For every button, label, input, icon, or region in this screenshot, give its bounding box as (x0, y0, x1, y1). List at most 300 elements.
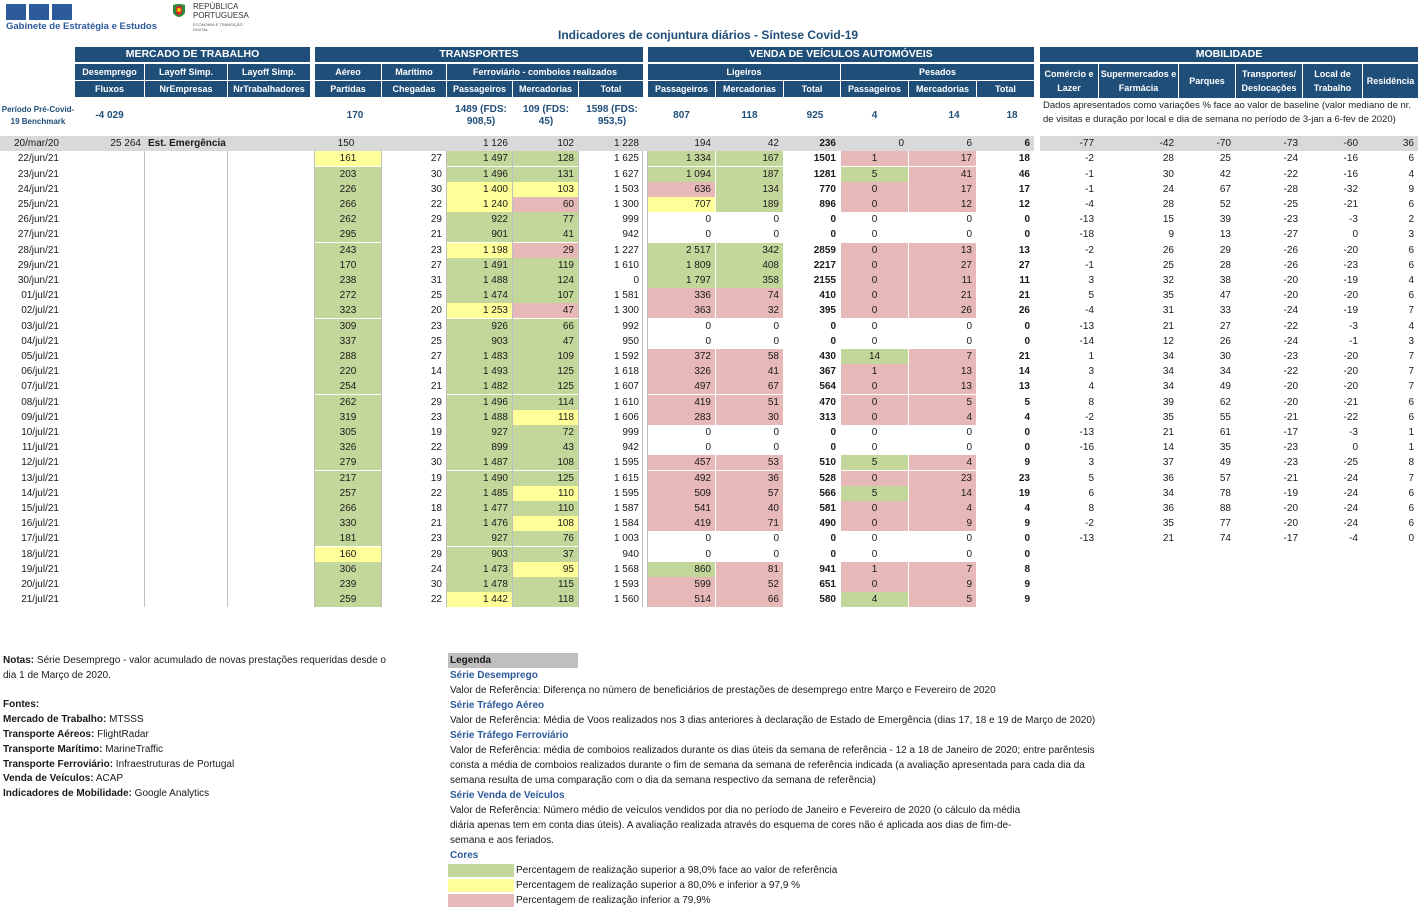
cell-mar: 23 (430, 320, 442, 332)
bm-l-passageiros: 807 (673, 110, 690, 121)
cell-aer: 220 (315, 364, 381, 379)
cell-lp: 419 (648, 516, 715, 531)
cell-pp: 0 (871, 320, 878, 332)
cell-m0: -4 (1085, 305, 1094, 317)
notas-text: Série Desemprego - valor acumulado de novas prestações requeridas desde o dia 1 de Março de 2020. (3, 655, 386, 681)
cell-fp: 899 (447, 440, 512, 455)
cell-pp: 0 (871, 548, 878, 560)
cell-pp: 0 (871, 214, 878, 226)
cell-m4: -24 (1343, 502, 1358, 514)
cell-lm: 167 (716, 151, 783, 166)
cell-mar: 29 (430, 396, 442, 408)
cell-pm: 41 (909, 167, 976, 182)
cell-pp: 5 (841, 455, 908, 470)
cell-pt: 9 (1024, 594, 1030, 606)
cell-lp: 636 (648, 182, 715, 197)
cell-aer: 254 (315, 379, 381, 394)
cell-mar: 21 (430, 518, 442, 530)
column-separator (381, 151, 382, 607)
cell-mar: 30 (430, 168, 442, 180)
cell-lm: 30 (716, 410, 783, 425)
cell-m1: 34 (1162, 366, 1174, 378)
cell-lp: 860 (648, 562, 715, 577)
cell-fp: 1 496 (447, 167, 512, 182)
cell-m3: -24 (1283, 153, 1298, 165)
cell-m3: -21 (1283, 472, 1298, 484)
cell-pm: 4 (909, 501, 976, 516)
cell-m2: 13 (1219, 229, 1231, 241)
cell-m2: 77 (1219, 518, 1231, 530)
section-venda: VENDA DE VEÍCULOS AUTOMÓVEIS (648, 47, 1034, 62)
cell-pp: 0 (898, 138, 904, 149)
cell-m5: 6 (1408, 153, 1414, 165)
column-separator (446, 151, 447, 607)
cell-m5: 7 (1408, 472, 1414, 484)
cell-lt: 0 (830, 533, 836, 545)
cell-m3: -26 (1283, 259, 1298, 271)
gee-logo (6, 4, 72, 20)
cell-lm: 52 (716, 577, 783, 592)
cell-m0: -13 (1079, 533, 1094, 545)
cell-ft: 950 (622, 335, 639, 347)
cell-m0: -14 (1079, 335, 1094, 347)
cell-lm: 58 (716, 349, 783, 364)
cell-m2: 29 (1219, 244, 1231, 256)
cell-ft: 1 300 (613, 198, 639, 210)
cell-m5: 3 (1408, 229, 1414, 241)
cell-m5: 6 (1408, 502, 1414, 514)
cell-m3: -28 (1283, 183, 1298, 195)
hdr-f-passageiros: Passageiros (447, 81, 512, 97)
cell-fm: 118 (513, 592, 578, 607)
cell-m4: 0 (1352, 442, 1358, 454)
section-mobilidade: MOBILIDADE (1040, 47, 1418, 62)
cell-pt: 0 (1024, 229, 1030, 241)
cell-aer: 295 (315, 227, 381, 242)
rep-name: REPÚBLICA PORTUGUESA (193, 2, 249, 20)
color-swatch (448, 879, 514, 892)
source-value: ACAP (93, 773, 124, 785)
cell-date: 05/jul/21 (21, 350, 59, 362)
cell-fp: 1 474 (447, 288, 512, 303)
hdr-desemprego: Desemprego (75, 64, 144, 80)
cell-pt: 13 (1018, 381, 1030, 393)
cell-pt: 0 (1024, 335, 1030, 347)
cell-ft: 1 503 (613, 183, 639, 195)
cell-date: 15/jul/21 (21, 502, 59, 514)
cell-m5: 6 (1408, 290, 1414, 302)
cell-lt: 313 (819, 411, 836, 423)
cell-lt: 896 (819, 198, 836, 210)
source-label: Transporte Marítimo: (3, 743, 103, 755)
cell-m2: 39 (1219, 214, 1231, 226)
cell-m0: -77 (1079, 138, 1094, 149)
bm-partidas: 170 (346, 110, 364, 121)
cell-mar: 27 (430, 259, 442, 271)
cell-m0: 8 (1088, 396, 1094, 408)
cell-fm: 66 (513, 319, 578, 334)
color-swatch (448, 894, 514, 907)
cell-m5: 7 (1408, 350, 1414, 362)
cell-fp: 903 (447, 547, 512, 562)
cell-aer: 337 (315, 334, 381, 349)
cell-lp: 372 (648, 349, 715, 364)
color-description: Percentagem de realização inferior a 79,9% (516, 895, 711, 906)
cell-pt: 9 (1024, 457, 1030, 469)
cell-aer: 160 (315, 547, 381, 562)
cell-mar: 29 (430, 548, 442, 560)
cell-mar: 18 (430, 502, 442, 514)
cell-fp: 1 442 (447, 592, 512, 607)
cell-m2: 61 (1219, 426, 1231, 438)
cell-lm: 0 (773, 335, 779, 347)
cell-lm: 36 (716, 471, 783, 486)
cell-ft: 1 560 (613, 594, 639, 606)
cell-date: 20/mar/20 (13, 138, 59, 149)
cell-lp: 0 (705, 320, 711, 332)
cell-m1: 35 (1162, 290, 1174, 302)
cell-m3: -73 (1283, 138, 1298, 149)
cell-pm: 27 (909, 258, 976, 273)
legend-text: Valor de Referência: Média de Voos realizados nos 3 dias anteriores à declaração de Estado de Emergência (dias 17, 18 e 19 de Março de 2020) (450, 715, 1096, 726)
cell-m5: 9 (1408, 183, 1414, 195)
cell-pp: 5 (841, 167, 908, 182)
cell-fp: 1 126 (482, 138, 508, 149)
cell-fp: 1 240 (447, 197, 512, 212)
cell-aer: 217 (315, 471, 381, 486)
cell-fp: 1 473 (447, 562, 512, 577)
cell-lp: 0 (705, 533, 711, 545)
cell-mar: 31 (430, 274, 442, 286)
cell-m1: 31 (1162, 305, 1174, 317)
hdr-pesados: Pesados (841, 64, 1034, 80)
cell-date: 13/jul/21 (21, 472, 59, 484)
cell-m0: -13 (1079, 426, 1094, 438)
cell-fm: 29 (513, 243, 578, 258)
cell-m4: -16 (1343, 153, 1358, 165)
cell-pp: 4 (841, 592, 908, 607)
cell-ft: 1 228 (613, 138, 639, 149)
source-label: Indicadores de Mobilidade: (3, 788, 132, 800)
hdr-mob-transportes: Transportes/ Deslocações (1236, 64, 1302, 98)
cell-fp: 927 (447, 425, 512, 440)
cell-pt: 0 (1024, 533, 1030, 545)
cell-pp: 1 (841, 562, 908, 577)
cell-mar: 23 (430, 533, 442, 545)
cell-ft: 1 592 (613, 350, 639, 362)
cell-m2: 42 (1219, 168, 1231, 180)
cell-m5: 6 (1408, 411, 1414, 423)
cell-lm: 0 (773, 320, 779, 332)
cell-pt: 4 (1024, 411, 1030, 423)
cell-m3: -21 (1283, 411, 1298, 423)
cell-m4: -25 (1343, 457, 1358, 469)
cell-pm: 13 (909, 364, 976, 379)
cell-ft: 1 227 (613, 244, 639, 256)
cell-pt: 14 (1018, 366, 1030, 378)
bm-f-total: 1598 (FDS: 953,5) (586, 104, 638, 127)
cell-m4: -32 (1343, 183, 1358, 195)
cell-lt: 410 (819, 290, 836, 302)
hdr-nrempresas: NrEmpresas (145, 81, 227, 97)
cell-pt: 9 (1024, 518, 1030, 530)
cell-lp: 1 797 (648, 273, 715, 288)
cell-aer: 170 (315, 258, 381, 273)
cell-m5: 6 (1408, 487, 1414, 499)
hdr-layoff-1: Layoff Simp. (145, 64, 227, 80)
cell-aer: 323 (315, 303, 381, 318)
cell-m3: -22 (1283, 366, 1298, 378)
cell-lm: 187 (716, 167, 783, 182)
legend-title: Legenda (448, 653, 578, 668)
cell-m4: -19 (1343, 305, 1358, 317)
cell-date: 28/jun/21 (17, 244, 59, 256)
cell-fm: 108 (513, 455, 578, 470)
cell-ft: 1 003 (613, 533, 639, 545)
cell-m4: 0 (1352, 229, 1358, 241)
cell-pm: 17 (909, 151, 976, 166)
cell-lt: 566 (819, 487, 836, 499)
cell-lm: 67 (716, 379, 783, 394)
cell-aer: 243 (315, 243, 381, 258)
cell-pp: 0 (841, 516, 908, 531)
cell-aer: 330 (315, 516, 381, 531)
cell-mar: 21 (430, 229, 442, 241)
cell-m5: 7 (1408, 366, 1414, 378)
cell-lt: 0 (830, 426, 836, 438)
cell-m4: -22 (1343, 411, 1358, 423)
cell-mar: 19 (430, 426, 442, 438)
cell-mar: 23 (430, 411, 442, 423)
cell-m1: 28 (1162, 153, 1174, 165)
cell-lp: 514 (648, 592, 715, 607)
hdr-mob-super: Supermercados e Farmácia (1099, 64, 1178, 98)
cell-m1: 21 (1162, 426, 1174, 438)
cell-m5: 3 (1408, 335, 1414, 347)
cell-mar: 25 (430, 335, 442, 347)
cell-pp: 0 (841, 379, 908, 394)
cell-m5: 36 (1402, 138, 1414, 149)
cell-date: 08/jul/21 (21, 396, 59, 408)
cell-m1: 37 (1162, 457, 1174, 469)
cell-ft: 1 618 (613, 366, 639, 378)
cell-m1: 35 (1162, 518, 1174, 530)
cell-fp: 1 476 (447, 516, 512, 531)
cell-m2: 74 (1219, 533, 1231, 545)
cell-ft: 1 625 (613, 153, 639, 165)
cell-pt: 0 (1024, 214, 1030, 226)
cell-lp: 194 (694, 138, 711, 149)
cell-pp: 0 (841, 197, 908, 212)
cell-pt: 0 (1024, 320, 1030, 332)
cell-fm: 43 (513, 440, 578, 455)
cell-m5: 7 (1408, 305, 1414, 317)
cell-fm: 119 (513, 258, 578, 273)
cell-date: 14/jul/21 (21, 487, 59, 499)
cell-lp: 326 (648, 364, 715, 379)
cell-aer: 309 (315, 319, 381, 334)
cell-date: 22/jun/21 (17, 153, 59, 165)
hdr-fluxos: Fluxos (75, 81, 144, 97)
cell-lp: 497 (648, 379, 715, 394)
sources-list (3, 713, 388, 802)
cell-fp: 1 485 (447, 486, 512, 501)
cell-mar: 21 (430, 381, 442, 393)
cell-m0: 6 (1088, 487, 1094, 499)
cell-pm: 12 (909, 197, 976, 212)
legend-heading: Série Tráfego Ferroviário (450, 730, 569, 741)
cell-m4: -20 (1343, 350, 1358, 362)
cell-lt: 0 (830, 320, 836, 332)
legend-text: Valor de Referência: média de comboios realizados durante os dias úteis da semana de referência - 12 a 18 de Janeiro de 2020; entre parêntesis consta a média de comboios realizados durante o fim de semana da semana de referência indicada (a avaliação apresentada para cada dia da semana resulta de uma comparação com o dia da semana respectivo da semana de referência) (450, 745, 1095, 786)
cell-m0: -13 (1079, 320, 1094, 332)
cell-fm: 125 (513, 364, 578, 379)
cell-m0: 1 (1088, 350, 1094, 362)
cell-mar: 19 (430, 472, 442, 484)
cell-pt: 5 (1024, 396, 1030, 408)
cell-m2: 67 (1219, 183, 1231, 195)
cell-lm: 0 (773, 548, 779, 560)
cell-lp: 599 (648, 577, 715, 592)
cell-aer: 305 (315, 425, 381, 440)
color-description: Percentagem de realização superior a 80,0% e inferior a 97,9 % (516, 880, 801, 891)
cell-m3: -26 (1283, 244, 1298, 256)
cell-fm: 125 (513, 379, 578, 394)
cell-pm: 26 (909, 303, 976, 318)
cell-fm: 95 (513, 562, 578, 577)
cell-pm: 0 (966, 335, 972, 347)
cell-fm: 103 (513, 182, 578, 197)
cell-ft: 1 300 (613, 305, 639, 317)
cell-ft: 1 610 (613, 396, 639, 408)
cell-lt: 941 (819, 563, 836, 575)
cell-m1: 36 (1162, 502, 1174, 514)
cell-lm: 66 (716, 592, 783, 607)
cell-m2: 49 (1219, 381, 1231, 393)
cell-pp: 0 (841, 288, 908, 303)
cell-fp: 1 253 (447, 303, 512, 318)
hdr-f-total: Total (579, 81, 643, 97)
bm-fluxos: -4 029 (95, 110, 124, 121)
source-value: MTSSS (106, 714, 144, 726)
cell-aer: 319 (315, 410, 381, 425)
cell-aer: 226 (315, 182, 381, 197)
bm-l-mercadorias: 118 (741, 110, 758, 121)
cell-ft: 992 (622, 320, 639, 332)
cell-m1: 12 (1162, 335, 1174, 347)
cell-m0: -13 (1079, 214, 1094, 226)
cell-fp: 1 198 (447, 243, 512, 258)
cell-pt: 0 (1024, 442, 1030, 454)
cell-date: 02/jul/21 (21, 305, 59, 317)
hdr-l-total: Total (784, 81, 840, 97)
cell-fm: 118 (513, 410, 578, 425)
cell-lp: 1 809 (648, 258, 715, 273)
cell-pm: 17 (909, 182, 976, 197)
cell-pm: 4 (909, 455, 976, 470)
cell-m0: -1 (1085, 259, 1094, 271)
cell-lm: 81 (716, 562, 783, 577)
cell-pm: 9 (909, 516, 976, 531)
hdr-mob-residencia: Residência (1363, 64, 1418, 98)
column-separator (642, 151, 643, 607)
cell-lm: 42 (767, 138, 779, 149)
hdr-aereo: Aéreo (315, 64, 381, 80)
section-transportes: TRANSPORTES (315, 47, 643, 62)
cell-aer: 266 (315, 501, 381, 516)
source-value: MarineTraffic (102, 743, 164, 755)
org-name: Gabinete de Estratégia e Estudos (6, 21, 157, 32)
cell-pm: 5 (909, 395, 976, 410)
cell-lt: 1501 (813, 153, 836, 165)
cell-m4: -23 (1343, 259, 1358, 271)
cell-date: 24/jun/21 (17, 183, 59, 195)
cell-ft: 942 (622, 442, 639, 454)
cell-lp: 363 (648, 303, 715, 318)
cell-pm: 7 (909, 349, 976, 364)
cell-m1: 26 (1162, 244, 1174, 256)
cell-pm: 9 (909, 577, 976, 592)
cell-fp: 922 (447, 212, 512, 227)
cell-emp: Est. Emergência (148, 138, 226, 149)
cell-m3: -22 (1283, 168, 1298, 180)
source-item (3, 728, 388, 743)
cell-m0: 8 (1088, 502, 1094, 514)
cell-aer: 257 (315, 486, 381, 501)
cell-m4: -3 (1349, 214, 1358, 226)
mobility-note: Dados apresentados como variações % face ao valor de baseline (valor mediano de nr. de visitas e duração por local e dia de semana no período de 3-jan a 6-fev de 2020) (1043, 100, 1412, 125)
cell-m2: 78 (1219, 487, 1231, 499)
cell-pm: 6 (966, 138, 972, 149)
cell-lm: 41 (716, 364, 783, 379)
cell-m4: -3 (1349, 320, 1358, 332)
cell-fm: 47 (513, 303, 578, 318)
cell-lm: 57 (716, 486, 783, 501)
cell-lm: 40 (716, 501, 783, 516)
cell-m0: -16 (1079, 442, 1094, 454)
cell-m1: -42 (1159, 138, 1174, 149)
cell-mar: 22 (430, 198, 442, 210)
cell-lt: 395 (819, 305, 836, 317)
cell-lp: 0 (705, 214, 711, 226)
cell-ft: 942 (622, 229, 639, 241)
cell-pm: 23 (909, 471, 976, 486)
legend-color-item (448, 878, 1098, 893)
source-item (3, 772, 388, 787)
cell-m0: -2 (1085, 153, 1094, 165)
legend-color-item (448, 893, 1098, 908)
cell-pt: 13 (1018, 244, 1030, 256)
cell-lm: 342 (716, 243, 783, 258)
cell-date: 01/jul/21 (21, 290, 59, 302)
cell-ft: 1 581 (613, 290, 639, 302)
column-separator (144, 151, 145, 607)
cell-pp: 0 (841, 410, 908, 425)
republic-emblem-icon (171, 3, 187, 22)
cell-fp: 1 477 (447, 501, 512, 516)
cell-lt: 430 (819, 350, 836, 362)
cell-pt: 8 (1024, 563, 1030, 575)
cell-lm: 408 (716, 258, 783, 273)
cell-m2: 28 (1219, 259, 1231, 271)
cell-lt: 0 (830, 442, 836, 454)
cell-m0: -2 (1085, 518, 1094, 530)
page-title: Indicadores de conjuntura diários - Síntese Covid-19 (558, 28, 859, 42)
cell-m5: 4 (1408, 274, 1414, 286)
source-value: FlightRadar (94, 728, 149, 740)
cell-pm: 14 (909, 486, 976, 501)
cell-m3: -17 (1283, 426, 1298, 438)
